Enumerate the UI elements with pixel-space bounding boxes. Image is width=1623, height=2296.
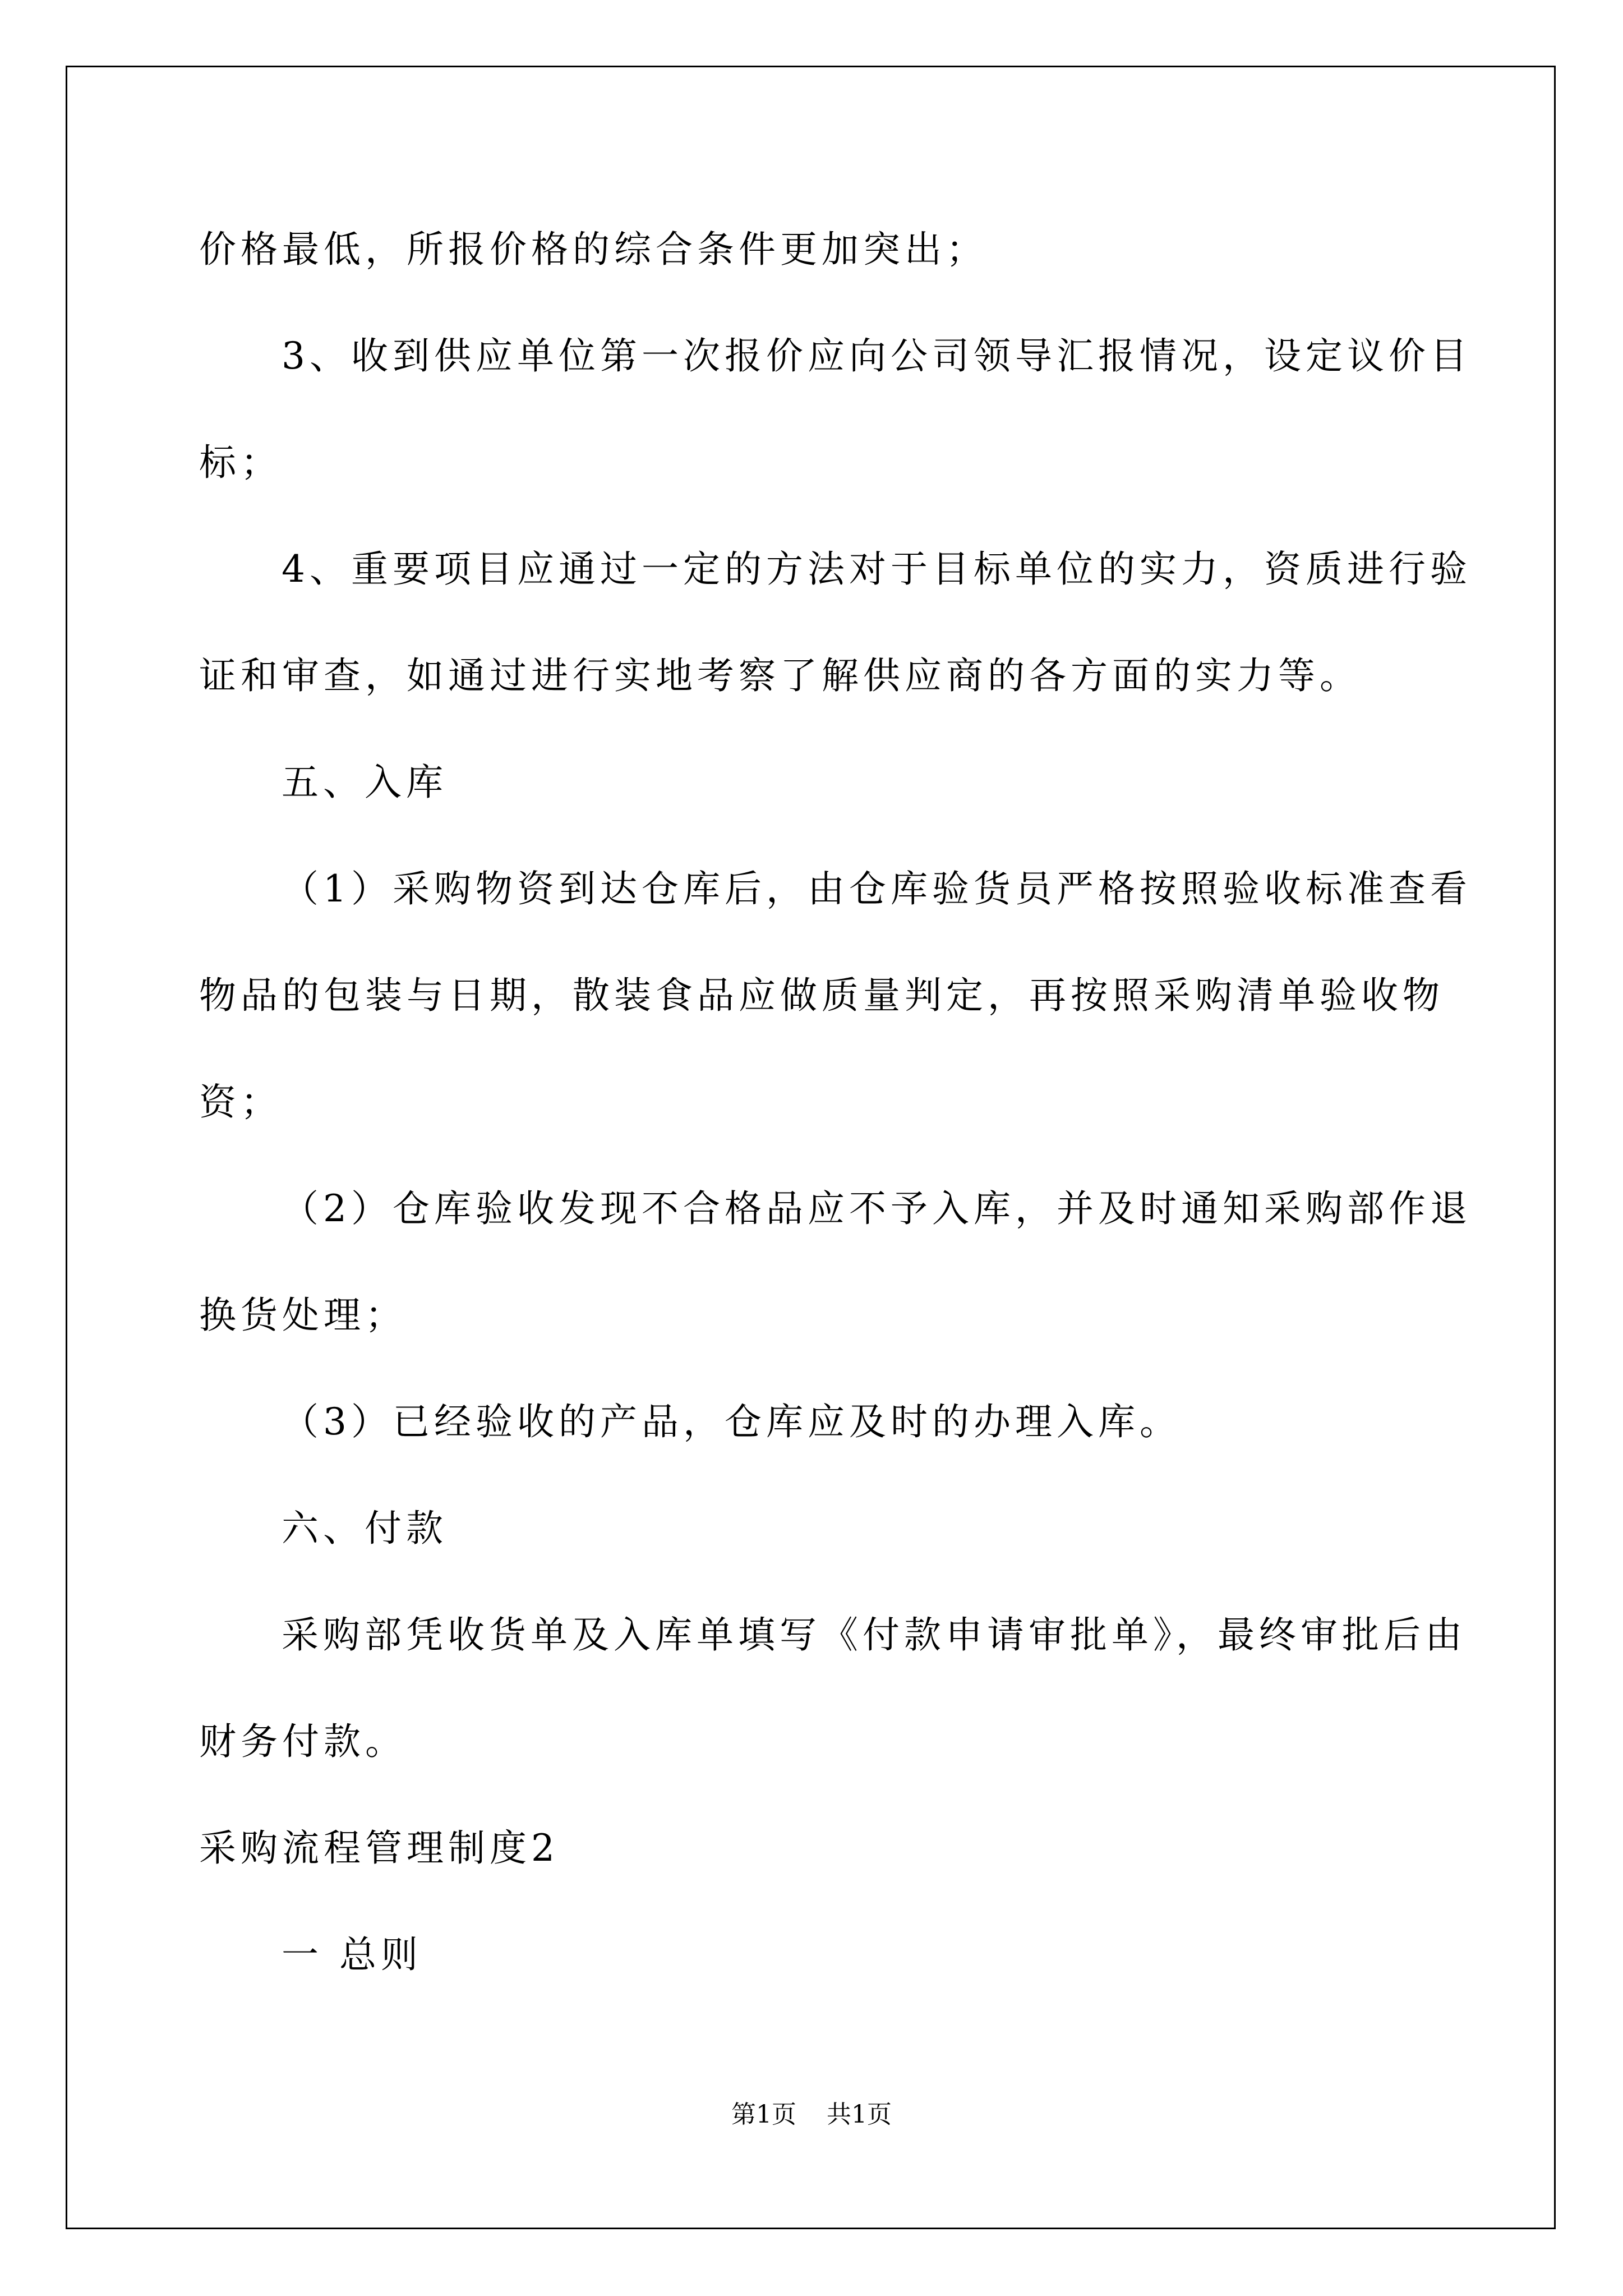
document-subtitle: 采购流程管理制度2 [199,1826,559,1870]
page-total: 共1页 [827,2100,892,2129]
page-frame [66,66,1556,2229]
text-line: 3、收到供应单位第一次报价应向公司领导汇报情况，设定议价目 [282,334,1472,378]
section-heading: 五、入库 [282,761,448,804]
page-footer [0,2098,1623,2132]
text-line: 采购部凭收货单及入库单填写《付款申请审批单》，最终审批后由 [282,1613,1467,1657]
text-line: 价格最低，所报价格的综合条件更加突出； [199,228,988,271]
text-line: （3）已经验收的产品，仓库应及时的办理入库。 [282,1400,1181,1443]
text-line: 标； [199,441,282,484]
section-heading: 一 总则 [282,1933,422,1976]
text-line: （1）采购物资到达仓库后，由仓库验货员严格按照验收标准查看 [282,867,1472,910]
text-line: 财务付款。 [199,1720,407,1763]
text-line: 物品的包装与日期，散装食品应做质量判定，再按照采购清单验收物 [199,974,1444,1017]
text-line: 换货处理； [199,1294,407,1337]
text-line: 4、重要项目应通过一定的方法对于目标单位的实力，资质进行验 [282,547,1472,591]
section-heading: 六、付款 [282,1507,448,1550]
page-number: 第1页 [731,2100,796,2129]
text-line: 资； [199,1080,282,1124]
text-line: （2）仓库验收发现不合格品应不予入库，并及时通知采购部作退 [282,1187,1472,1230]
text-line: 证和审查，如通过进行实地考察了解供应商的各方面的实力等。 [199,654,1361,697]
